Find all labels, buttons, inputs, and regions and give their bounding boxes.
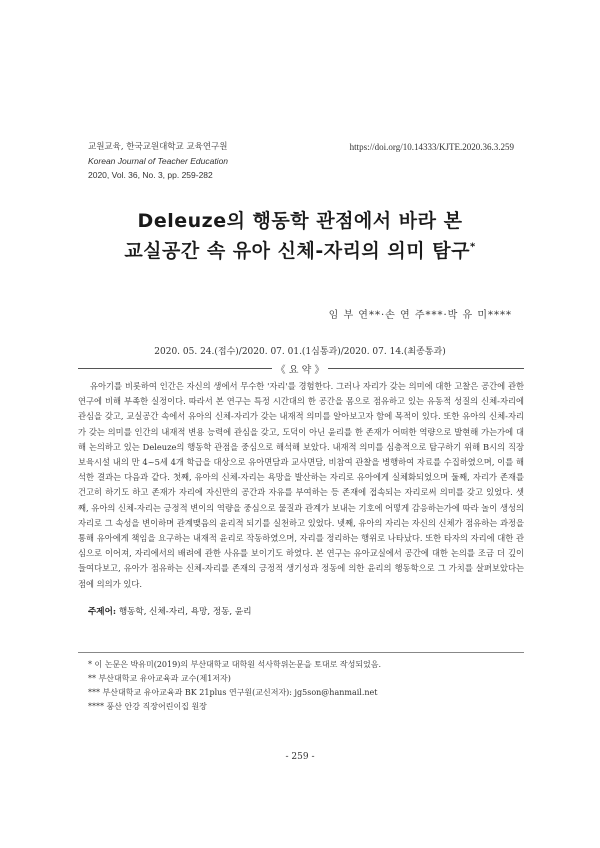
footnote-rule: [78, 652, 524, 653]
footnote-4: **** 풍산 안강 직장어린이집 원장: [88, 702, 207, 711]
journal-volume: 2020, Vol. 36, No. 3, pp. 259-282: [88, 170, 213, 180]
page-number: - 259 -: [285, 752, 315, 762]
journal-name-english: Korean Journal of Teacher Education: [88, 156, 229, 166]
summary-label: [0, 361, 600, 376]
journal-name-korean: 교원교육, 한국교원대학교 교육연구원: [88, 142, 228, 152]
title-line-2-text: 교실공간 속 유아 신체-자리의 의미 탐구: [124, 240, 470, 262]
authors: 임 부 연**·손 연 주***·박 유 미****: [328, 310, 512, 321]
review-dates: 2020. 05. 24.(접수)/2020. 07. 01.(1심통과)/2020. 07. 14.(최종통과): [154, 347, 446, 357]
title-line-1: Deleuze의 행동학 관점에서 바라 본: [137, 210, 463, 232]
keywords-text: 행동학, 신체-자리, 욕망, 정동, 윤리: [118, 607, 252, 617]
footnotes: [88, 658, 518, 714]
abstract-body: 유아기를 비롯하여 인간은 자신의 생에서 무수한 '자리'를 경험한다. 그러나 자리가 갖는 의미에 대한 고찰은 공간에 관한 연구에 비해 부족한 실정이다. 따라서 본 연구는 특정 시간대의 한 공간을 몸으로 점유하고 있는 유동적 성질의 신체-자리에 관심을 갖고, 교실공간 속에서 유아의 신체-자리가 갖는 내재적 의미를 알아보고자 함에 목적이 있다. 또한 유아의 신체-자리가 갖는 의미를 인간의 내재적 변용 능력에 관심을 갖고, 도덕이 아닌 윤리를 한 존재가 어떠한 역량으로 발현해 가는가에 대해 논의하고 있는 Deleuze의 행동학 관점을 중심으로 해석해 보았다. 내재적 의미를 심층적으로 탐구하기 위해 B시의 직장보육시설 내의 만 4~5세 4개 학급을 대상으로 유아면담과 교사면담, 비참여 관찰을 병행하여 자료를 수집하였으며, 이를 해석한 결과는 다음과 같다. 첫째, 유아의 신체-자리는 욕망을 발산하는 자리로 유아에게 실체화되었으며 둘째, 자리가 존재를 건고히 하기도 하고 존재가 자리에 자신만의 공간과 자유를 부여하는 등 존재에 접속되는 자리로써 의미를 갖고 있었다. 셋째, 유아의 신체-자리는 긍정적 변이의 역량을 중심으로 물질과 관계가 보내는 기호에 어떻게 감응하는가에 따라 놀이 생성의 자리로 그 속성을 변이하며 관계맺음의 윤리적 되기를 실천하고 있었다. 넷째, 유아의 자리는 자신의 신체가 점유하는 과정을 통해 유아에게 책임을 요구하는 내재적 윤리로 작동하였으며, 자리를 정리하는 행위로 나타났다. 또한 타자의 자리에 대한 관심으로 이어져, 자리에서의 배려에 관한 사유를 보이기도 하였다. 본 연구는 유아교실에서 공간에 대한 논의를 조금 더 깊이 들여다보고, 유아가 점유하는 신체-자리를 존재의 긍정적 생기성과 정동에 의한 윤리의 행동학으로 그 가치를 살펴보았다는 점에 의의가 있다.: [78, 381, 524, 589]
footnote-1: * 이 논문은 박유미(2019)의 부산대학교 대학원 석사학위논문을 토대로 작성되었음.: [88, 660, 382, 669]
title-line-2: [0, 236, 600, 263]
keywords: [88, 605, 252, 617]
doi-link[interactable]: https://doi.org/10.14333/KJTE.2020.36.3.259: [349, 142, 514, 152]
keywords-label: 주제어:: [88, 607, 117, 617]
footnote-3: *** 부산대학교 유아교육과 BK 21plus 연구원(교신저자): jg5son@hanmail.net: [88, 688, 378, 697]
summary-label-text: 《 요 약 》: [272, 365, 329, 376]
footnote-2: ** 부산대학교 유아교육과 교수(제1저자): [88, 674, 231, 683]
title-footnote-mark: *: [469, 241, 476, 253]
